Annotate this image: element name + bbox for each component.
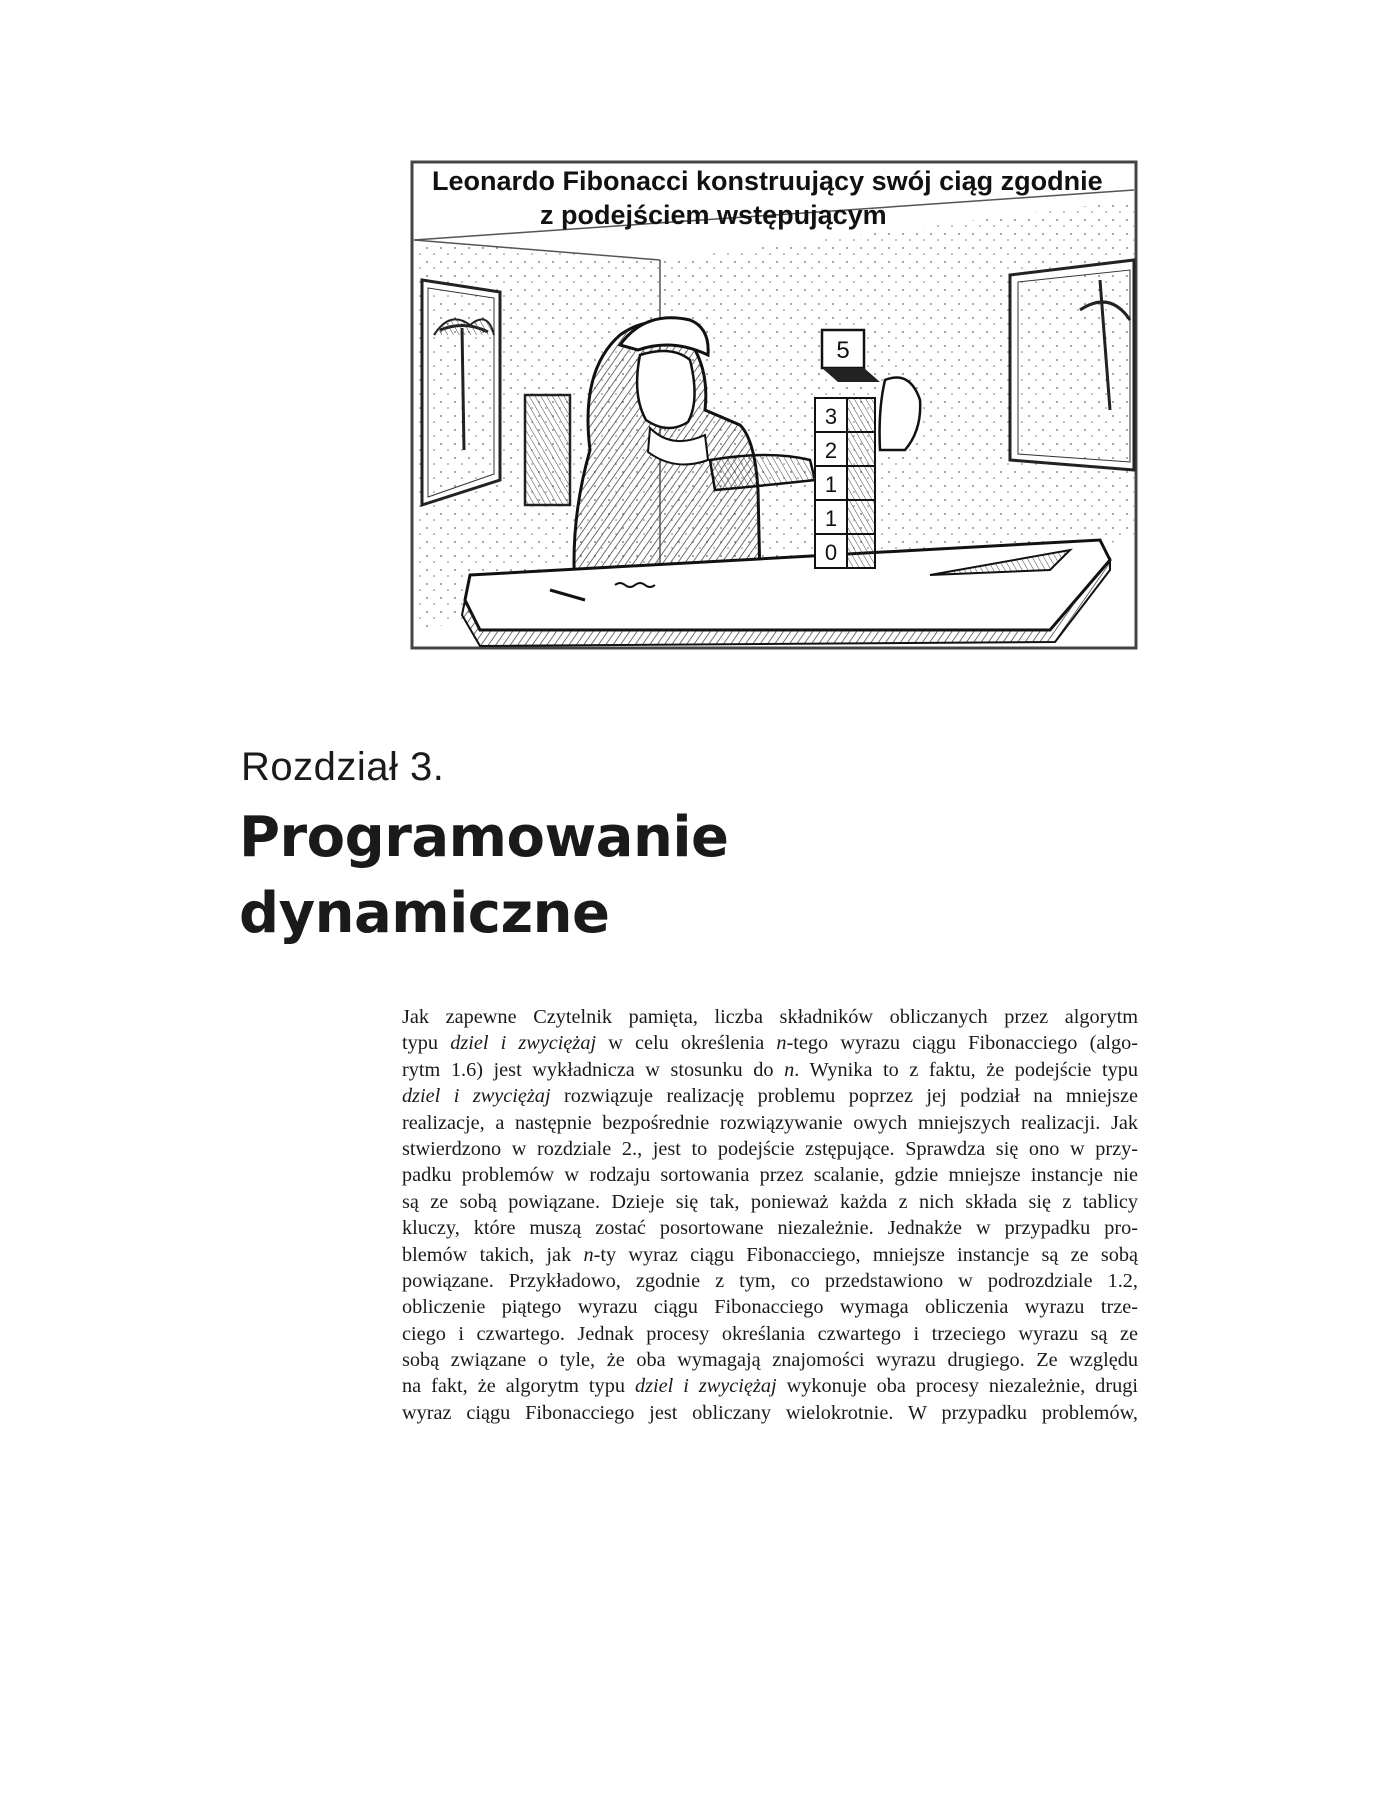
body-line: powiązane. Przykładowo, zgodnie z tym, co przedstawiono w podrozdziale 1.2, (402, 1269, 1138, 1292)
block-label: 1 (824, 472, 838, 497)
body-line: realizacje, a następnie bezpośrednie rozwiązywanie owych mniejszych realizacji. Jak (402, 1111, 1138, 1134)
illustration-drawing (410, 160, 1138, 650)
italic-term: dziel i zwyciężaj (402, 1085, 551, 1108)
illustration-caption-line2: z podejściem wstępującym (540, 200, 887, 230)
body-line: na fakt, że algorytm typu dziel i zwyciężaj wykonuje oba procesy niezależnie, drugi (402, 1375, 1138, 1398)
block-label: 0 (824, 540, 838, 565)
body-line: stwierdzono w rozdziale 2., jest to podejście zstępujące. Sprawdza się ono w przy- (402, 1137, 1138, 1160)
body-line: typu dziel i zwyciężaj w celu określenia n-tego wyrazu ciągu Fibonacciego (algo- (402, 1032, 1138, 1055)
italic-term: dziel i zwyciężaj (450, 1032, 597, 1055)
chapter-title (239, 800, 729, 952)
body-line: dziel i zwyciężaj rozwiązuje realizację problemu poprzez jej podział na mniejsze (402, 1085, 1138, 1108)
block-label: 5 (836, 337, 850, 364)
body-line: ciego i czwartego. Jednak procesy określania czwartego i trzeciego wyrazu są ze (402, 1322, 1138, 1345)
body-line: rytm 1.6) jest wykładnicza w stosunku do n. Wynika to z faktu, że podejście typu (402, 1058, 1138, 1081)
italic-term: n (776, 1032, 787, 1055)
body-line: są ze sobą powiązane. Dzieje się tak, ponieważ każda z nich składa się z tablicy (402, 1190, 1138, 1213)
italic-term: n (583, 1243, 594, 1266)
fibonacci-illustration (410, 160, 1138, 650)
chapter-number: Rozdział 3. (241, 745, 445, 789)
body-line: sobą związane o tyle, że oba wymagają znajomości wyrazu drugiego. Ze względu (402, 1349, 1138, 1372)
body-line: blemów takich, jak n-ty wyraz ciągu Fibonacciego, mniejsze instancje są ze sobą (402, 1243, 1138, 1266)
figure-face (637, 351, 694, 428)
block-label: 1 (824, 506, 838, 531)
body-line: kluczy, które muszą zostać posortowane niezależnie. Jednakże w przypadku pro- (402, 1217, 1138, 1240)
italic-term: dziel i zwyciężaj (634, 1375, 777, 1398)
body-line: obliczenie piątego wyrazu ciągu Fibonacciego wymaga obliczenia wyrazu trze- (402, 1296, 1138, 1319)
body-paragraph (402, 1004, 1138, 1426)
illustration-caption-line1: Leonardo Fibonacci konstruujący swój ciąg zgodnie (432, 166, 1103, 196)
block-label: 2 (824, 438, 838, 463)
chapter-title-line2: dynamiczne (239, 881, 610, 946)
body-line: wyraz ciągu Fibonacciego jest obliczany wielokrotnie. W przypadku problemów, (402, 1401, 1138, 1424)
italic-term: n (784, 1058, 795, 1081)
body-line: padku problemów w rodzaju sortowania przez scalanie, gdzie mniejsze instancje nie (402, 1164, 1138, 1187)
block-label: 3 (824, 404, 838, 429)
chair-back (525, 395, 570, 505)
body-line: Jak zapewne Czytelnik pamięta, liczba składników obliczanych przez algorytm (402, 1006, 1138, 1028)
chapter-title-line1: Programowanie (239, 805, 729, 870)
